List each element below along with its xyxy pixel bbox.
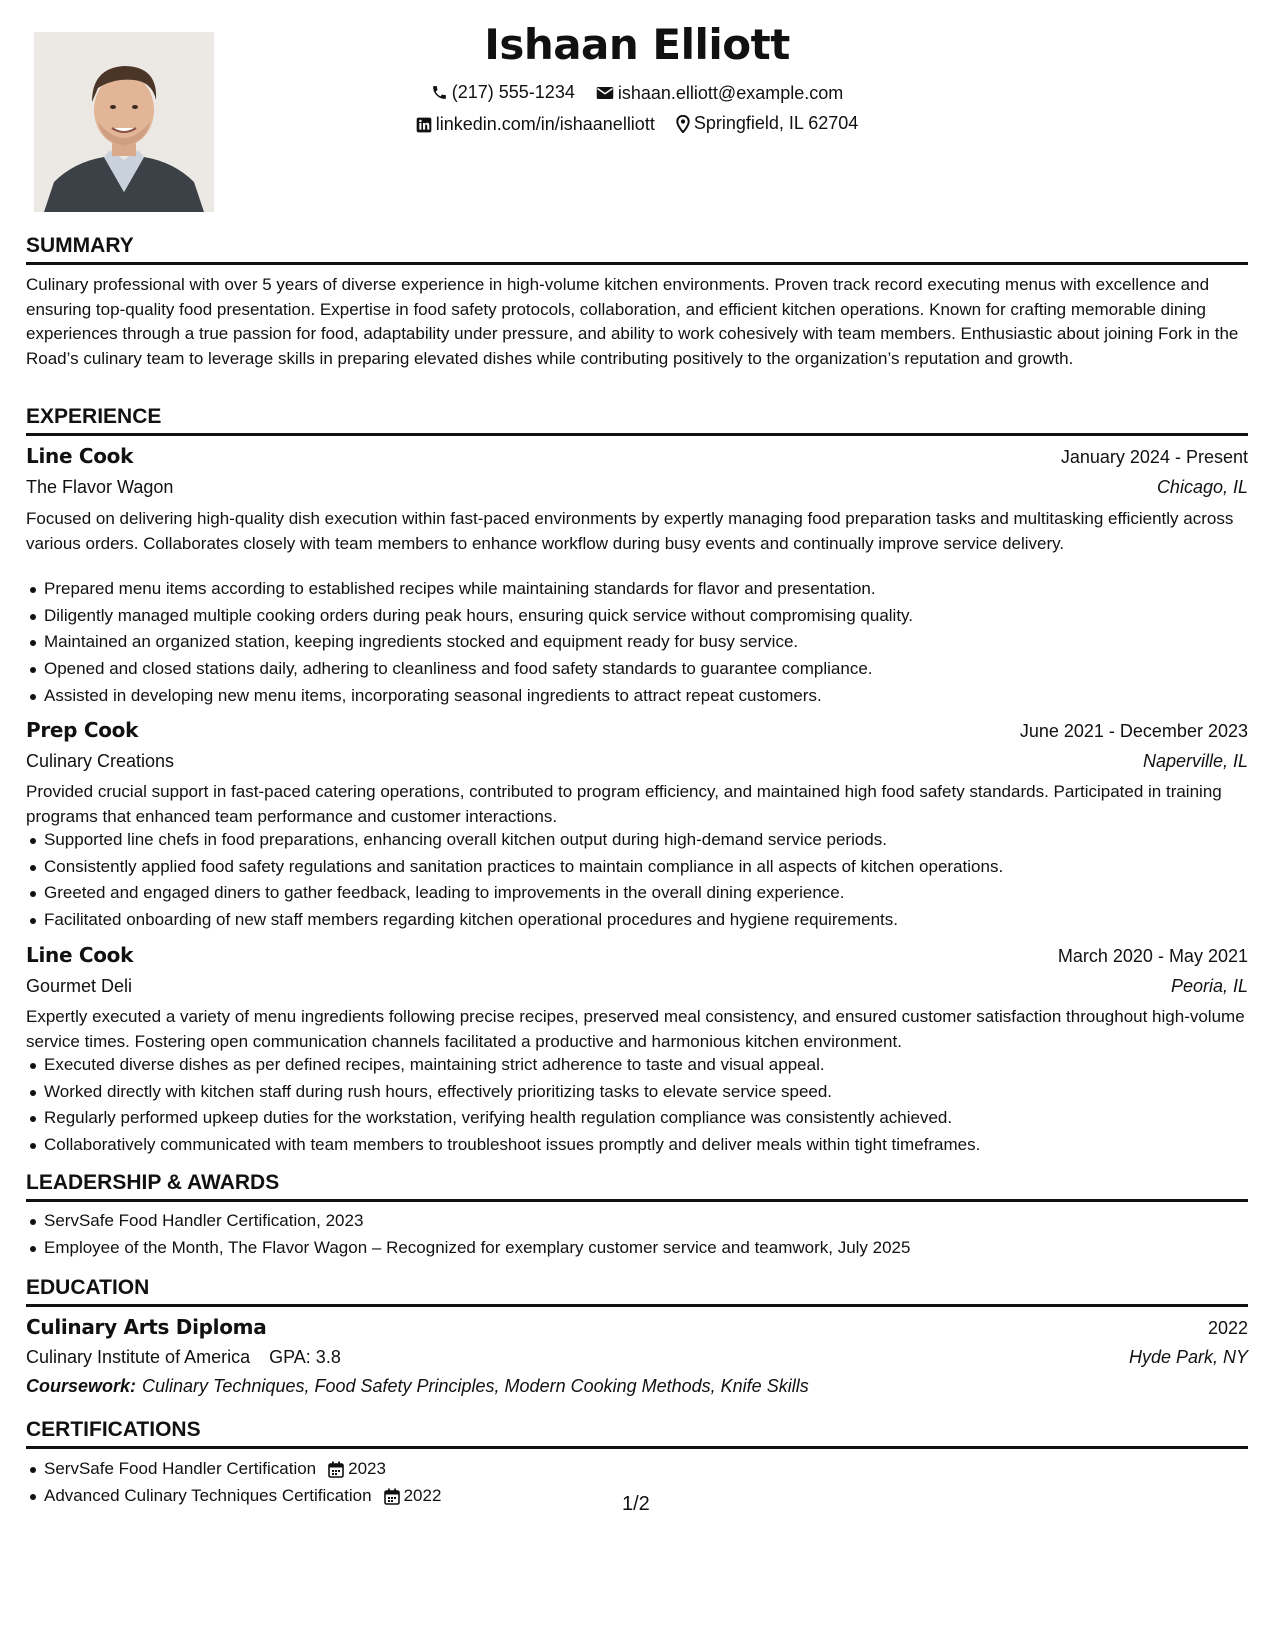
cert-name: Advanced Culinary Techniques Certification bbox=[44, 1485, 372, 1505]
contact-line-1 bbox=[26, 82, 1248, 106]
education-subheader bbox=[26, 1345, 1248, 1369]
job-3-subheader bbox=[26, 974, 1248, 998]
list-item: Regularly performed upkeep duties for the workstation, verifying health regulation compliance was consistently achieved. bbox=[44, 1105, 1266, 1132]
job-company: Gourmet Deli bbox=[26, 976, 133, 996]
list-item: Executed diverse dishes as per defined recipes, maintaining strict adherence to taste and visual appeal. bbox=[44, 1052, 1266, 1079]
job-2-header bbox=[26, 718, 1248, 743]
job-3-header bbox=[26, 943, 1248, 968]
graduation-year: 2022 bbox=[1207, 1318, 1248, 1338]
page-number: 1/2 bbox=[622, 1493, 650, 1515]
contact-line-2 bbox=[26, 113, 1248, 138]
job-role: Line Cook bbox=[26, 943, 134, 967]
email-contact[interactable] bbox=[596, 83, 843, 104]
gpa: GPA: 3.8 bbox=[269, 1347, 341, 1367]
calendar-icon bbox=[328, 1461, 344, 1478]
linkedin-url: linkedin.com/in/ishaanelliott bbox=[435, 114, 655, 134]
cert-year: 2022 bbox=[403, 1485, 442, 1505]
job-description: Focused on delivering high-quality dish execution within fast-paced environments by expertly managing food preparation tasks and multitasking efficiently across various orders. Collaborates closely with team members to enhance workflow during busy events and continually improve service delivery. bbox=[26, 509, 1234, 553]
list-item: Opened and closed stations daily, adhering to cleanliness and food safety standards to guarantee compliance. bbox=[44, 656, 1266, 683]
linkedin-icon bbox=[416, 117, 432, 133]
cert-year: 2023 bbox=[348, 1459, 386, 1478]
resume-page bbox=[26, 0, 1248, 1650]
job-1-header bbox=[26, 444, 1248, 469]
candidate-name: Ishaan Elliott bbox=[484, 20, 790, 69]
job-company: Culinary Creations bbox=[26, 751, 175, 771]
list-item: Diligently managed multiple cooking orders during peak hours, ensuring quick service without compromising quality. bbox=[44, 603, 1266, 630]
job-dates: March 2020 - May 2021 bbox=[1057, 946, 1248, 966]
list-item: Facilitated onboarding of new staff members regarding kitchen operational procedures and hygiene requirements. bbox=[44, 907, 1266, 934]
job-location: Naperville, IL bbox=[1142, 751, 1248, 771]
list-item: Supported line chefs in food preparations, enhancing overall kitchen output during high-demand service periods. bbox=[44, 827, 1266, 854]
job-role: Line Cook bbox=[26, 444, 134, 468]
degree-name: Culinary Arts Diploma bbox=[26, 1315, 267, 1339]
phone-icon bbox=[431, 84, 448, 101]
job-2-subheader bbox=[26, 749, 1248, 773]
job-company: The Flavor Wagon bbox=[26, 477, 174, 497]
job-1-subheader bbox=[26, 475, 1248, 499]
list-item bbox=[44, 1483, 1266, 1510]
school-name: Culinary Institute of America bbox=[26, 1347, 251, 1367]
calendar-icon bbox=[384, 1488, 400, 1505]
list-item: Collaboratively communicated with team members to troubleshoot issues promptly and deliver meals within tight timeframes. bbox=[44, 1132, 1266, 1159]
experience-heading: EXPERIENCE bbox=[26, 405, 1248, 436]
map-pin-icon bbox=[676, 115, 690, 133]
list-item: Maintained an organized station, keeping ingredients stocked and equipment ready for busy service. bbox=[44, 629, 1266, 656]
email-address: ishaan.elliott@example.com bbox=[617, 82, 844, 103]
list-item bbox=[44, 1456, 1266, 1483]
job-location: Peoria, IL bbox=[1170, 976, 1248, 996]
envelope-icon bbox=[596, 85, 614, 101]
school-info bbox=[26, 1345, 341, 1369]
list-item: Worked directly with kitchen staff during rush hours, effectively prioritizing tasks to elevate service speed. bbox=[44, 1079, 1266, 1106]
list-item: Assisted in developing new menu items, incorporating seasonal ingredients to attract repeat customers. bbox=[44, 683, 1266, 710]
job-2-bullets bbox=[26, 827, 1266, 934]
job-location: Chicago, IL bbox=[1156, 477, 1248, 497]
certifications-heading: CERTIFICATIONS bbox=[26, 1418, 1248, 1449]
summary-text: Culinary professional with over 5 years of diverse experience in high-volume kitchen environments. Proven track record executing menus with excellence and ensuring top-quality food presentation. Expertise in food safety protocols, collaboration, and efficient kitchen operations. Known for crafting memorable dining experiences through a true passion for food, adaptability under pressure, and ability to work cohesively with team members. Enthusiastic about joining Fork in the Road’s culinary team to leverage skills in preparing elevated dishes while contributing positively to the organization’s reputation and growth. bbox=[26, 275, 1239, 368]
linkedin-contact[interactable] bbox=[416, 114, 655, 135]
location-contact bbox=[676, 113, 858, 134]
list-item: ServSafe Food Handler Certification, 2023 bbox=[44, 1208, 1266, 1235]
leadership-list bbox=[26, 1208, 1266, 1261]
list-item: Prepared menu items according to established recipes while maintaining standards for flavor and presentation. bbox=[44, 576, 1266, 603]
school-location: Hyde Park, NY bbox=[1128, 1347, 1248, 1367]
coursework-line bbox=[26, 1374, 1248, 1398]
job-role: Prep Cook bbox=[26, 718, 139, 742]
job-dates: June 2021 - December 2023 bbox=[1019, 721, 1248, 741]
list-item: Consistently applied food safety regulations and sanitation practices to maintain compliance in all aspects of kitchen operations. bbox=[44, 854, 1266, 881]
coursework-label: Coursework: bbox=[26, 1376, 137, 1396]
education-heading: EDUCATION bbox=[26, 1276, 1248, 1307]
education-header bbox=[26, 1315, 1248, 1340]
job-1-bullets bbox=[26, 576, 1266, 710]
job-3-bullets bbox=[26, 1052, 1266, 1159]
list-item: Greeted and engaged diners to gather feedback, leading to improvements in the overall dining experience. bbox=[44, 880, 1266, 907]
summary-heading: SUMMARY bbox=[26, 234, 1248, 265]
phone-number: (217) 555-1234 bbox=[451, 82, 575, 102]
phone-contact[interactable] bbox=[431, 82, 575, 103]
job-description: Expertly executed a variety of menu ingredients following precise recipes, preserved meal consistency, and ensured customer satisfaction throughout high-volume service times. Fostering open communication channels facilitated a productive and harmonious kitchen environment. bbox=[26, 1007, 1245, 1051]
job-dates: January 2024 - Present bbox=[1060, 447, 1248, 467]
list-item: Employee of the Month, The Flavor Wagon – Recognized for exemplary customer service and teamwork, July 2025 bbox=[44, 1235, 1266, 1262]
location-text: Springfield, IL 62704 bbox=[693, 113, 859, 133]
cert-name: ServSafe Food Handler Certification bbox=[44, 1459, 317, 1478]
coursework-text: Culinary Techniques, Food Safety Principles, Modern Cooking Methods, Knife Skills bbox=[142, 1376, 809, 1396]
job-description: Provided crucial support in fast-paced catering operations, contributed to program efficiency, and maintained high food safety standards. Participated in training programs that enhanced team performance and customer interactions. bbox=[26, 782, 1222, 826]
leadership-heading: LEADERSHIP & AWARDS bbox=[26, 1171, 1248, 1202]
